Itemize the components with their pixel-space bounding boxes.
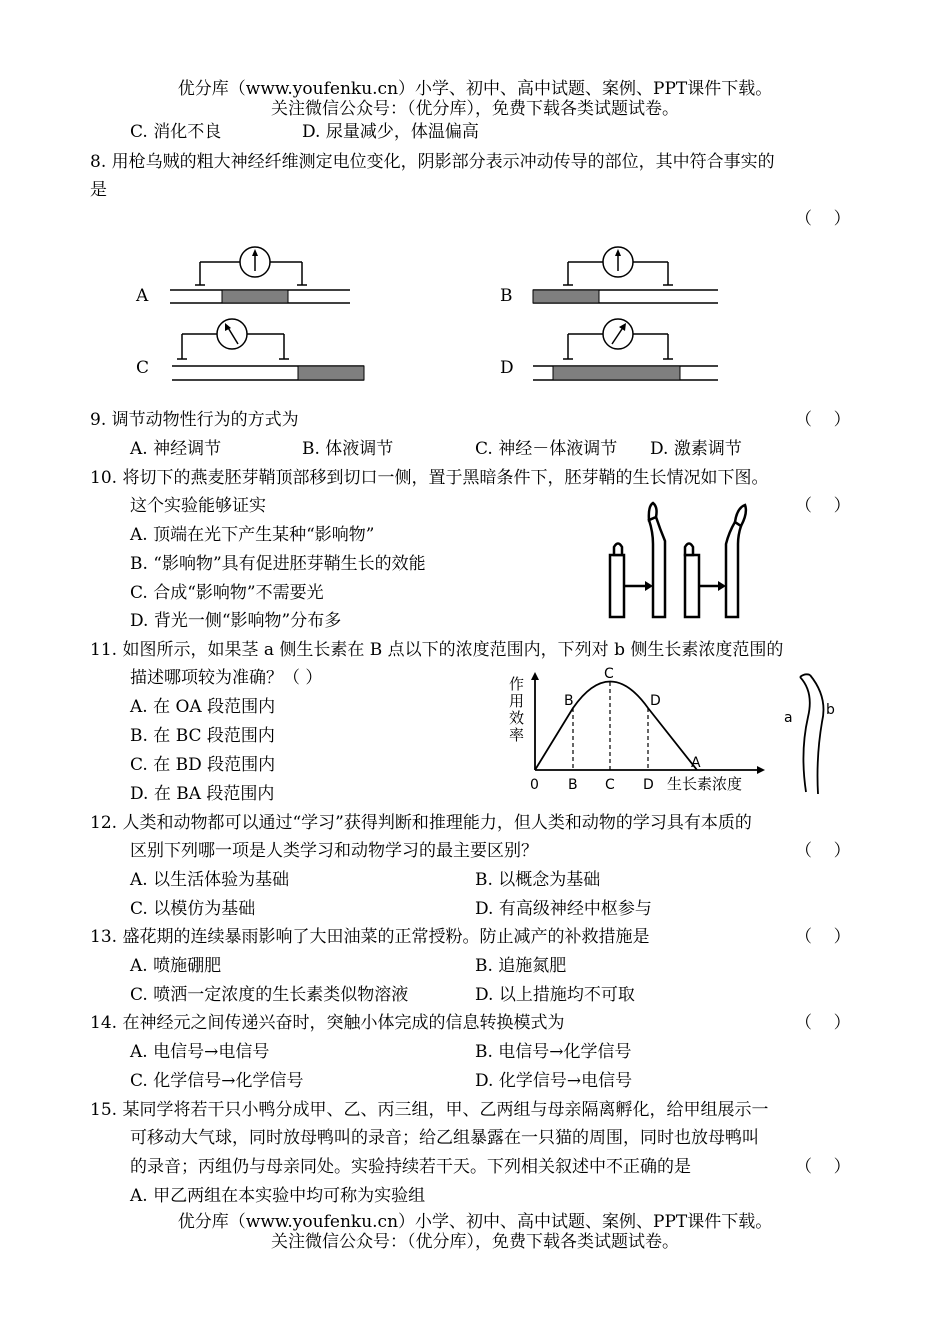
q14-option-b: B. 电信号→化学信号	[475, 1042, 632, 1062]
q15-stem-line-1: 15. 某同学将若干只小鸭分成甲、乙、丙三组，甲、乙两组与母亲隔离孵化，给甲组展示一	[90, 1100, 769, 1120]
q10-coleoptile-figure	[605, 500, 765, 625]
q7-option-d: D. 尿量减少，体温偏高	[302, 122, 479, 142]
y-label-char: 率	[509, 726, 525, 744]
q10-option-d: D. 背光一侧“影响物”分布多	[130, 611, 342, 631]
side-a-label: a	[784, 710, 793, 726]
q13-stem: 13. 盛花期的连续暴雨影响了大田油菜的正常授粉。防止减产的补救措施是	[90, 927, 650, 947]
q15-stem-line-2: 可移动大气球，同时放母鸭叫的录音；给乙组暴露在一只猫的周围，同时也放母鸭叫	[130, 1128, 759, 1148]
q11-option-a: A. 在 OA 段范围内	[130, 697, 276, 717]
y-label-char: 效	[509, 709, 525, 727]
q9-stem: 9. 调节动物性行为的方式为	[90, 410, 299, 430]
q12-option-d: D. 有高级神经中枢参与	[475, 899, 652, 919]
footer-line-1: 优分库（www.youfenku.cn）小学、初中、高中试题、案例、PPT课件下载。	[177, 1212, 773, 1232]
q10-answer-paren: （ ）	[795, 496, 851, 516]
q14-option-a: A. 电信号→电信号	[130, 1042, 270, 1062]
q8-diagram-d	[533, 312, 733, 382]
q10-option-c: C. 合成“影响物”不需要光	[130, 583, 324, 603]
q9-option-a: A. 神经调节	[130, 439, 222, 459]
x-tick-b: B	[568, 777, 578, 793]
q9-option-c: C. 神经－体液调节	[475, 439, 618, 459]
q13-option-d: D. 以上措施均不可取	[475, 985, 635, 1005]
point-b-label: B	[564, 693, 574, 709]
q14-stem: 14. 在神经元之间传递兴奋时，突触小体完成的信息转换模式为	[90, 1013, 565, 1033]
q8-label-a: A	[136, 286, 149, 306]
bent-coleoptile	[726, 522, 741, 617]
q10-option-b: B. “影响物”具有促进胚芽鞘生长的效能	[130, 554, 426, 574]
point-a-label: A	[691, 755, 701, 771]
q8-stem-line-2: 是	[90, 180, 107, 200]
q13-option-a: A. 喷施硼肥	[130, 956, 222, 976]
y-label-char: 作	[509, 675, 525, 693]
footer-line-2: 关注微信公众号：（优分库），免费下载各类试题试卷。	[271, 1232, 679, 1252]
q11-stem-line-2: 描述哪项较为准确？（ ）	[130, 668, 323, 688]
response-curve	[535, 682, 697, 771]
q8-diagram-b	[533, 240, 733, 310]
q13-answer-paren: （ ）	[795, 927, 851, 947]
x-tick-c: C	[605, 777, 615, 793]
q12-option-a: A. 以生活体验为基础	[130, 870, 290, 890]
impulse-region	[222, 290, 288, 303]
coleoptile-stump	[610, 555, 624, 617]
q14-option-c: C. 化学信号→化学信号	[130, 1071, 304, 1091]
origin-label: 0	[530, 777, 539, 793]
point-c-label: C	[604, 666, 614, 682]
header-line-2: 关注微信公众号：（优分库），免费下载各类试题试卷。	[271, 99, 679, 119]
q11-option-c: C. 在 BD 段范围内	[130, 755, 276, 775]
q15-answer-paren: （ ）	[795, 1157, 851, 1177]
q9-answer-paren: （ ）	[795, 410, 851, 430]
q12-option-c: C. 以模仿为基础	[130, 899, 256, 919]
q12-answer-paren: （ ）	[795, 841, 851, 861]
q8-diagram-a	[170, 240, 370, 310]
q13-option-b: B. 追施氮肥	[475, 956, 567, 976]
coleoptile-stump	[685, 555, 699, 617]
x-tick-d: D	[643, 777, 654, 793]
y-label-char: 用	[509, 692, 525, 710]
impulse-region	[298, 366, 364, 380]
q11-option-d: D. 在 BA 段范围内	[130, 784, 275, 804]
q14-answer-paren: （ ）	[795, 1013, 851, 1033]
q10-stem-line-1: 10. 将切下的燕麦胚芽鞘顶部移到切口一侧，置于黑暗条件下，胚芽鞘的生长情况如下图。	[90, 468, 769, 488]
q8-diagram-c	[172, 312, 372, 382]
q8-label-d: D	[500, 358, 514, 378]
coleoptile-tip	[614, 544, 622, 556]
q12-option-b: B. 以概念为基础	[475, 870, 601, 890]
impulse-region	[553, 366, 680, 380]
q8-label-b: B	[500, 286, 513, 306]
q9-option-d: D. 激素调节	[650, 439, 742, 459]
q11-auxin-graph	[505, 665, 770, 800]
q11-option-b: B. 在 BC 段范围内	[130, 726, 275, 746]
q15-stem-line-3: 的录音；丙组仍与母亲同处。实验持续若干天。下列相关叙述中不正确的是	[130, 1157, 691, 1177]
q14-option-d: D. 化学信号→电信号	[475, 1071, 633, 1091]
q9-option-b: B. 体液调节	[302, 439, 394, 459]
q11-stem-line-1: 11. 如图所示，如果茎 a 侧生长素在 B 点以下的浓度范围内，下列对 b 侧生长素浓度范围的	[90, 640, 784, 660]
coleoptile-tip	[685, 544, 693, 556]
side-b-label: b	[826, 702, 835, 718]
q8-label-c: C	[136, 358, 150, 378]
bent-coleoptile	[649, 517, 665, 617]
impulse-region	[533, 290, 599, 303]
q13-option-c: C. 喷洒一定浓度的生长素类似物溶液	[130, 985, 409, 1005]
q7-option-c: C. 消化不良	[130, 122, 222, 142]
q12-stem-line-1: 12. 人类和动物都可以通过“学习”获得判断和推理能力，但人类和动物的学习具有本质的	[90, 813, 752, 833]
x-axis-label: 生长素浓度	[667, 775, 743, 793]
q8-answer-paren: （ ）	[795, 209, 851, 229]
q10-stem-line-2: 这个实验能够证实	[130, 496, 266, 516]
header-line-1: 优分库（www.youfenku.cn）小学、初中、高中试题、案例、PPT课件下载。	[177, 79, 773, 99]
q15-option-a: A. 甲乙两组在本实验中均可称为实验组	[130, 1186, 426, 1206]
q12-stem-line-2: 区别下列哪一项是人类学习和动物学习的最主要区别？	[130, 841, 538, 861]
point-d-label: D	[650, 693, 661, 709]
q11-stem-drawing	[778, 672, 848, 797]
q10-option-a: A. 顶端在光下产生某种“影响物”	[130, 525, 375, 545]
q8-stem-line-1: 8. 用枪乌贼的粗大神经纤维测定电位变化，阴影部分表示冲动传导的部位，其中符合事实的	[90, 152, 775, 172]
